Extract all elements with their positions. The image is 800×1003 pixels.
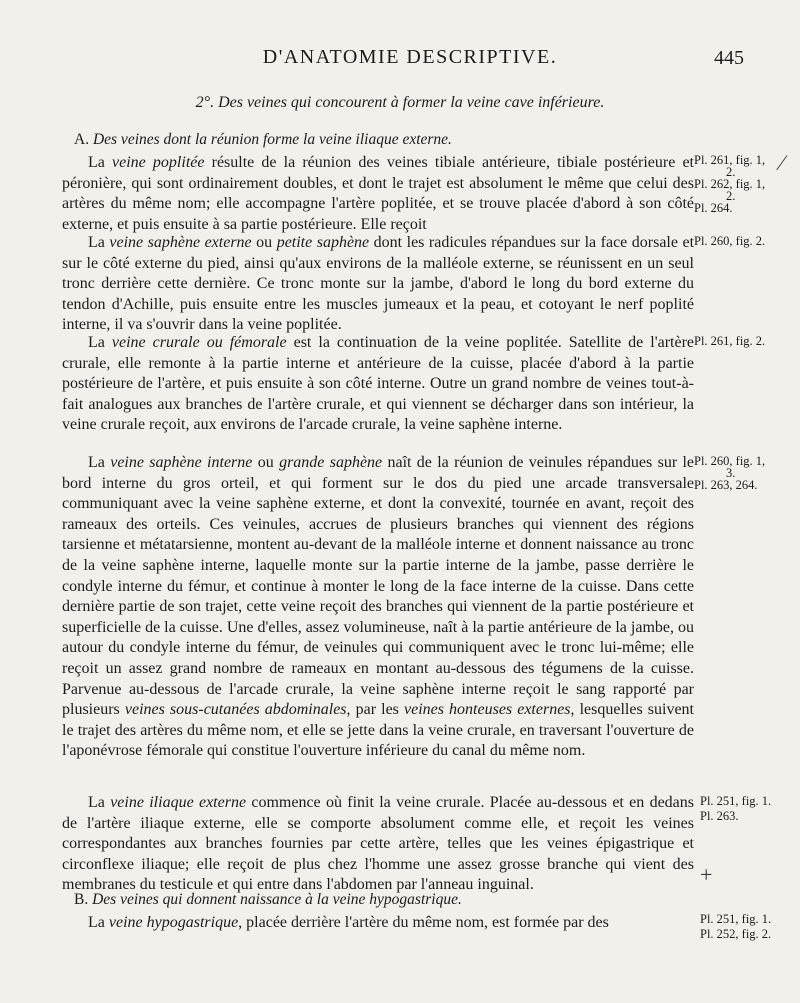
running-title: D'ANATOMIE DESCRIPTIVE. (262, 46, 558, 68)
margin-note: Pl. 260, fig. 1, 3. Pl. 263, 264. (694, 454, 766, 492)
section-title: 2°. Des veines qui concourent à former la veine cave inférieure. (195, 94, 605, 111)
page-header (60, 46, 760, 72)
paragraph-iliaque-externe: La veine iliaque externe commence où finit la veine crurale. Placée au-dessous et en dedans de l'artère iliaque externe, elle se comporte absolument comme elle, et reçoit les veines correspondantes aux branches fournies par cette artère, telles que les veines épigastrique et circonflexe iliaque; elle reçoit de plus chez l'homme une assez grosse branche qui vient des membranes du testicule et qui entre dans l'abdomen par l'anneau inguinal. (62, 794, 695, 894)
pencil-cross-mark: + (700, 862, 713, 887)
margin-note: Pl. 260, fig. 2. (694, 234, 766, 248)
margin-note: Pl. 261, fig. 1, 2. Pl. 262, fig. 1, 2. Pl. 264. (694, 153, 766, 215)
paragraph-saphene-externe: La veine saphène externe ou petite saphène dont les radicules répandues sur la face dorsale et sur le côté externe du pied, ainsi qu'aux environs de la malléole externe, se réunissent en un seul tronc derrière cette dernière. Ce tronc monte sur la jambe, d'abord le long du bord externe du tendon d'Achille, puis ensuite entre les muscles jumeaux et la peau, et cotoyant le nerf poplité interne, il va s'ouvrir dans la veine poplitée. (62, 234, 695, 334)
subsection-b-heading (74, 891, 462, 909)
paragraph-crurale: La veine crurale ou fémorale est la continuation de la veine poplitée. Satellite de l'artère crurale, elle remonte à la partie interne et antérieure de la cuisse, placée d'abord à la partie postérieure de l'artère, et puis ensuite à son côté interne. Outre un grand nombre de veines tout-à-fait analogues aux branches de l'artère crurale, et qui viennent se décharger dans son intérieur, la veine crurale reçoit, aux environs de l'arcade crurale, la veine saphène interne. (62, 334, 695, 434)
pencil-slash-mark: ⁄ (780, 150, 784, 175)
subsection-a-heading (74, 131, 452, 149)
subsection-title: Des veines qui donnent naissance à la veine hypogastrique. (92, 891, 462, 908)
margin-note: Pl. 251, fig. 1. Pl. 252, fig. 2. (700, 912, 772, 941)
subsection-title: Des veines dont la réunion forme la veine iliaque externe. (92, 131, 452, 148)
subsection-letter: B. (74, 891, 89, 908)
page-number: 445 (714, 47, 744, 69)
paragraph-poplitee: La veine poplitée résulte de la réunion des veines tibiale antérieure, tibiale postérieure et péronière, qui sont ordinairement doubles, et dont le trajet est absolument le même que celui des artères du même nom; elle accompagne l'artère poplitée, et se trouve placée d'abord à son côté externe, et puis ensuite à sa partie postérieure. Elle reçoit (62, 154, 695, 233)
paragraph-saphene-interne: La veine saphène interne ou grande saphène naît de la réunion de veinules répandues sur le bord interne du gros orteil, et qui forment sur le dos du pied une arcade transversale communiquant avec la veine saphène externe, et dont la convexité, tournée en avant, reçoit des rameaux des orteils. Ces veinules, accrues de plusieurs branches qui viennent des régions tarsienne et métatarsienne, montent au-devant de la malléole interne et donnent naissance au tronc de la veine saphène interne, laquelle monte sur la partie interne de la jambe, passe derrière le condyle interne du fémur, et continue à monter le long de la face interne de la cuisse. Dans cette dernière partie de son trajet, cette veine reçoit des branches qui viennent de la partie postérieure et superficielle de la cuisse. Une d'elles, assez volumineuse, naît à la partie antérieure de la jambe, ou autour du condyle interne du fémur, de veinules qui communiquent avec le tronc lui-même; elle reçoit un assez grand nombre de rameaux en montant au-dessous des tégumens de la cuisse. Parvenue au-dessous de l'arcade crurale, la veine saphène interne reçoit le sang rapporté par plusieurs veines sous-cutanées abdominales, par les veines honteuses externes, lesquelles suivent le trajet des artères du même nom, et elle se jette dans la veine crurale, en traversant l'ouverture de l'aponévrose fémorale qui constitue l'ouverture inférieure du canal du même nom. (62, 454, 695, 760)
margin-note: Pl. 251, fig. 1. Pl. 263. (700, 794, 772, 823)
subsection-letter: A. (74, 131, 90, 148)
paragraph-hypogastrique: La veine hypogastrique, placée derrière l'artère du même nom, est formée par des (88, 914, 609, 931)
margin-note: Pl. 261, fig. 2. (694, 334, 766, 348)
